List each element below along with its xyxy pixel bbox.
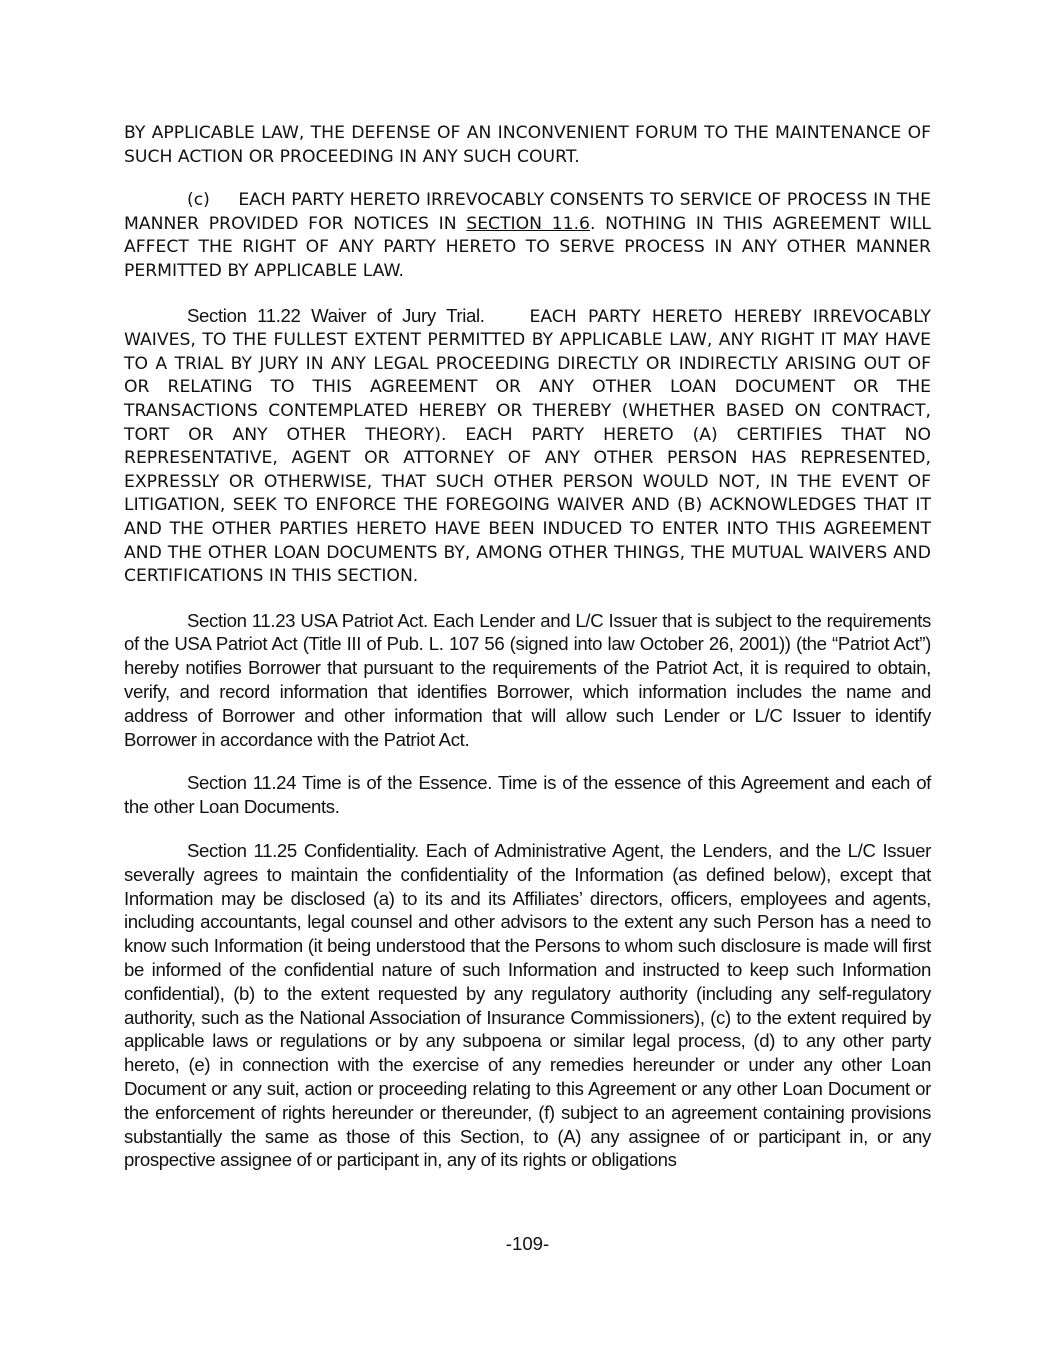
section-reference: SECTION 11.6 [466, 213, 590, 234]
section-11-23-text: Section 11.23 USA Patriot Act. Each Lender and L/C Issuer that is subject to the requirements of the USA Patriot Act (Title III of Pub. L. 107 56 (signed into law October 26, 2001)) (the “Patriot Act”) hereby notifies Borrower that pursuant to the requirements of the Patriot Act, it is required to obtain, verify, and record information that identifies Borrower, which information includes the name and address of Borrower and other information that will allow such Lender or L/C Issuer to identify Borrower in accordance with the Patriot Act. [124, 609, 931, 750]
document-page [124, 122, 931, 1172]
section-11-22-heading: Section 11.22 Waiver of Jury Trial. [187, 304, 485, 326]
section-11-25-text: Section 11.25 Confidentiality. Each of Administrative Agent, the Lenders, and the L/C Issuer severally agrees to maintain the confidentiality of the Information (as defined below), except that Information may be disclosed (a) to its and its Affiliates’ directors, officers, employees and agents, including accountants, legal counsel and other advisors to the extent any such Person has a need to know such Information (it being understood that the Persons to whom such disclosure is made will first be informed of the confidential nature of such Information and instructed to keep such Information confidential), (b) to the extent requested by any regulatory authority (including any self-regulatory authority, such as the National Association of Insurance Commissioners), (c) to the extent required by applicable laws or regulations or by any subpoena or similar legal process, (d) to any other party hereto, (e) in connection with the exercise of any remedies hereunder or under any other Loan Document or any suit, action or proceeding relating to this Agreement or any other Loan Document or the enforcement of rights hereunder or thereunder, (f) subject to an agreement containing provisions substantially the same as those of this Section, to (A) any assignee of or participant in, or any prospective assignee of or participant in, any of its rights or obligations [124, 840, 931, 1171]
page-number: -109- [505, 1233, 550, 1254]
section-11-22-body: EACH PARTY HERETO HEREBY IRREVOCABLY WAIVES, TO THE FULLEST EXTENT PERMITTED BY APPLICABLE LAW, ANY RIGHT IT MAY HAVE TO A TRIAL BY JURY IN ANY LEGAL PROCEEDING DIRECTLY OR INDIRECTLY ARISING OUT OF OR RELATING TO THIS AGREEMENT OR ANY OTHER LOAN DOCUMENT OR THE TRANSACTIONS CONTEMPLATED HEREBY OR THEREBY (WHETHER BASED ON CONTRACT, TORT OR ANY OTHER THEORY). EACH PARTY HERETO (A) CERTIFIES THAT NO REPRESENTATIVE, AGENT OR ATTORNEY OF ANY OTHER PERSON HAS REPRESENTED, EXPRESSLY OR OTHERWISE, THAT SUCH OTHER PERSON WOULD NOT, IN THE EVENT OF LITIGATION, SEEK TO ENFORCE THE FOREGOING WAIVER AND (B) ACKNOWLEDGES THAT IT AND THE OTHER PARTIES HERETO HAVE BEEN INDUCED TO ENTER INTO THIS AGREEMENT AND THE OTHER LOAN DOCUMENTS BY, AMONG OTHER THINGS, THE MUTUAL WAIVERS AND CERTIFICATIONS IN THIS SECTION. [124, 306, 931, 587]
section-11-25 [124, 839, 931, 1172]
paragraph-forum-text: BY APPLICABLE LAW, THE DEFENSE OF AN INCONVENIENT FORUM TO THE MAINTENANCE OF SUCH ACTION OR PROCEEDING IN ANY SUCH COURT. [124, 123, 931, 167]
paragraph-service-text-b: . NOTHING IN THIS AGREEMENT WILL AFFECT THE RIGHT OF ANY PARTY HERETO TO SERVE PROCESS IN ANY OTHER MANNER PERMITTED BY APPLICABLE LAW. [124, 213, 931, 281]
section-11-24 [124, 771, 931, 819]
section-11-24-text: Section 11.24 Time is of the Essence. Time is of the essence of this Agreement and each of the other Loan Documents. [124, 772, 931, 818]
paragraph-service-of-process [124, 189, 931, 283]
section-11-23 [124, 609, 931, 752]
paragraph-service-text-a: (c) EACH PARTY HERETO IRREVOCABLY CONSENTS TO SERVICE OF PROCESS IN THE MANNER PROVIDED FOR NOTICES IN [124, 190, 931, 234]
section-11-22 [124, 304, 931, 589]
paragraph-forum [124, 122, 931, 169]
